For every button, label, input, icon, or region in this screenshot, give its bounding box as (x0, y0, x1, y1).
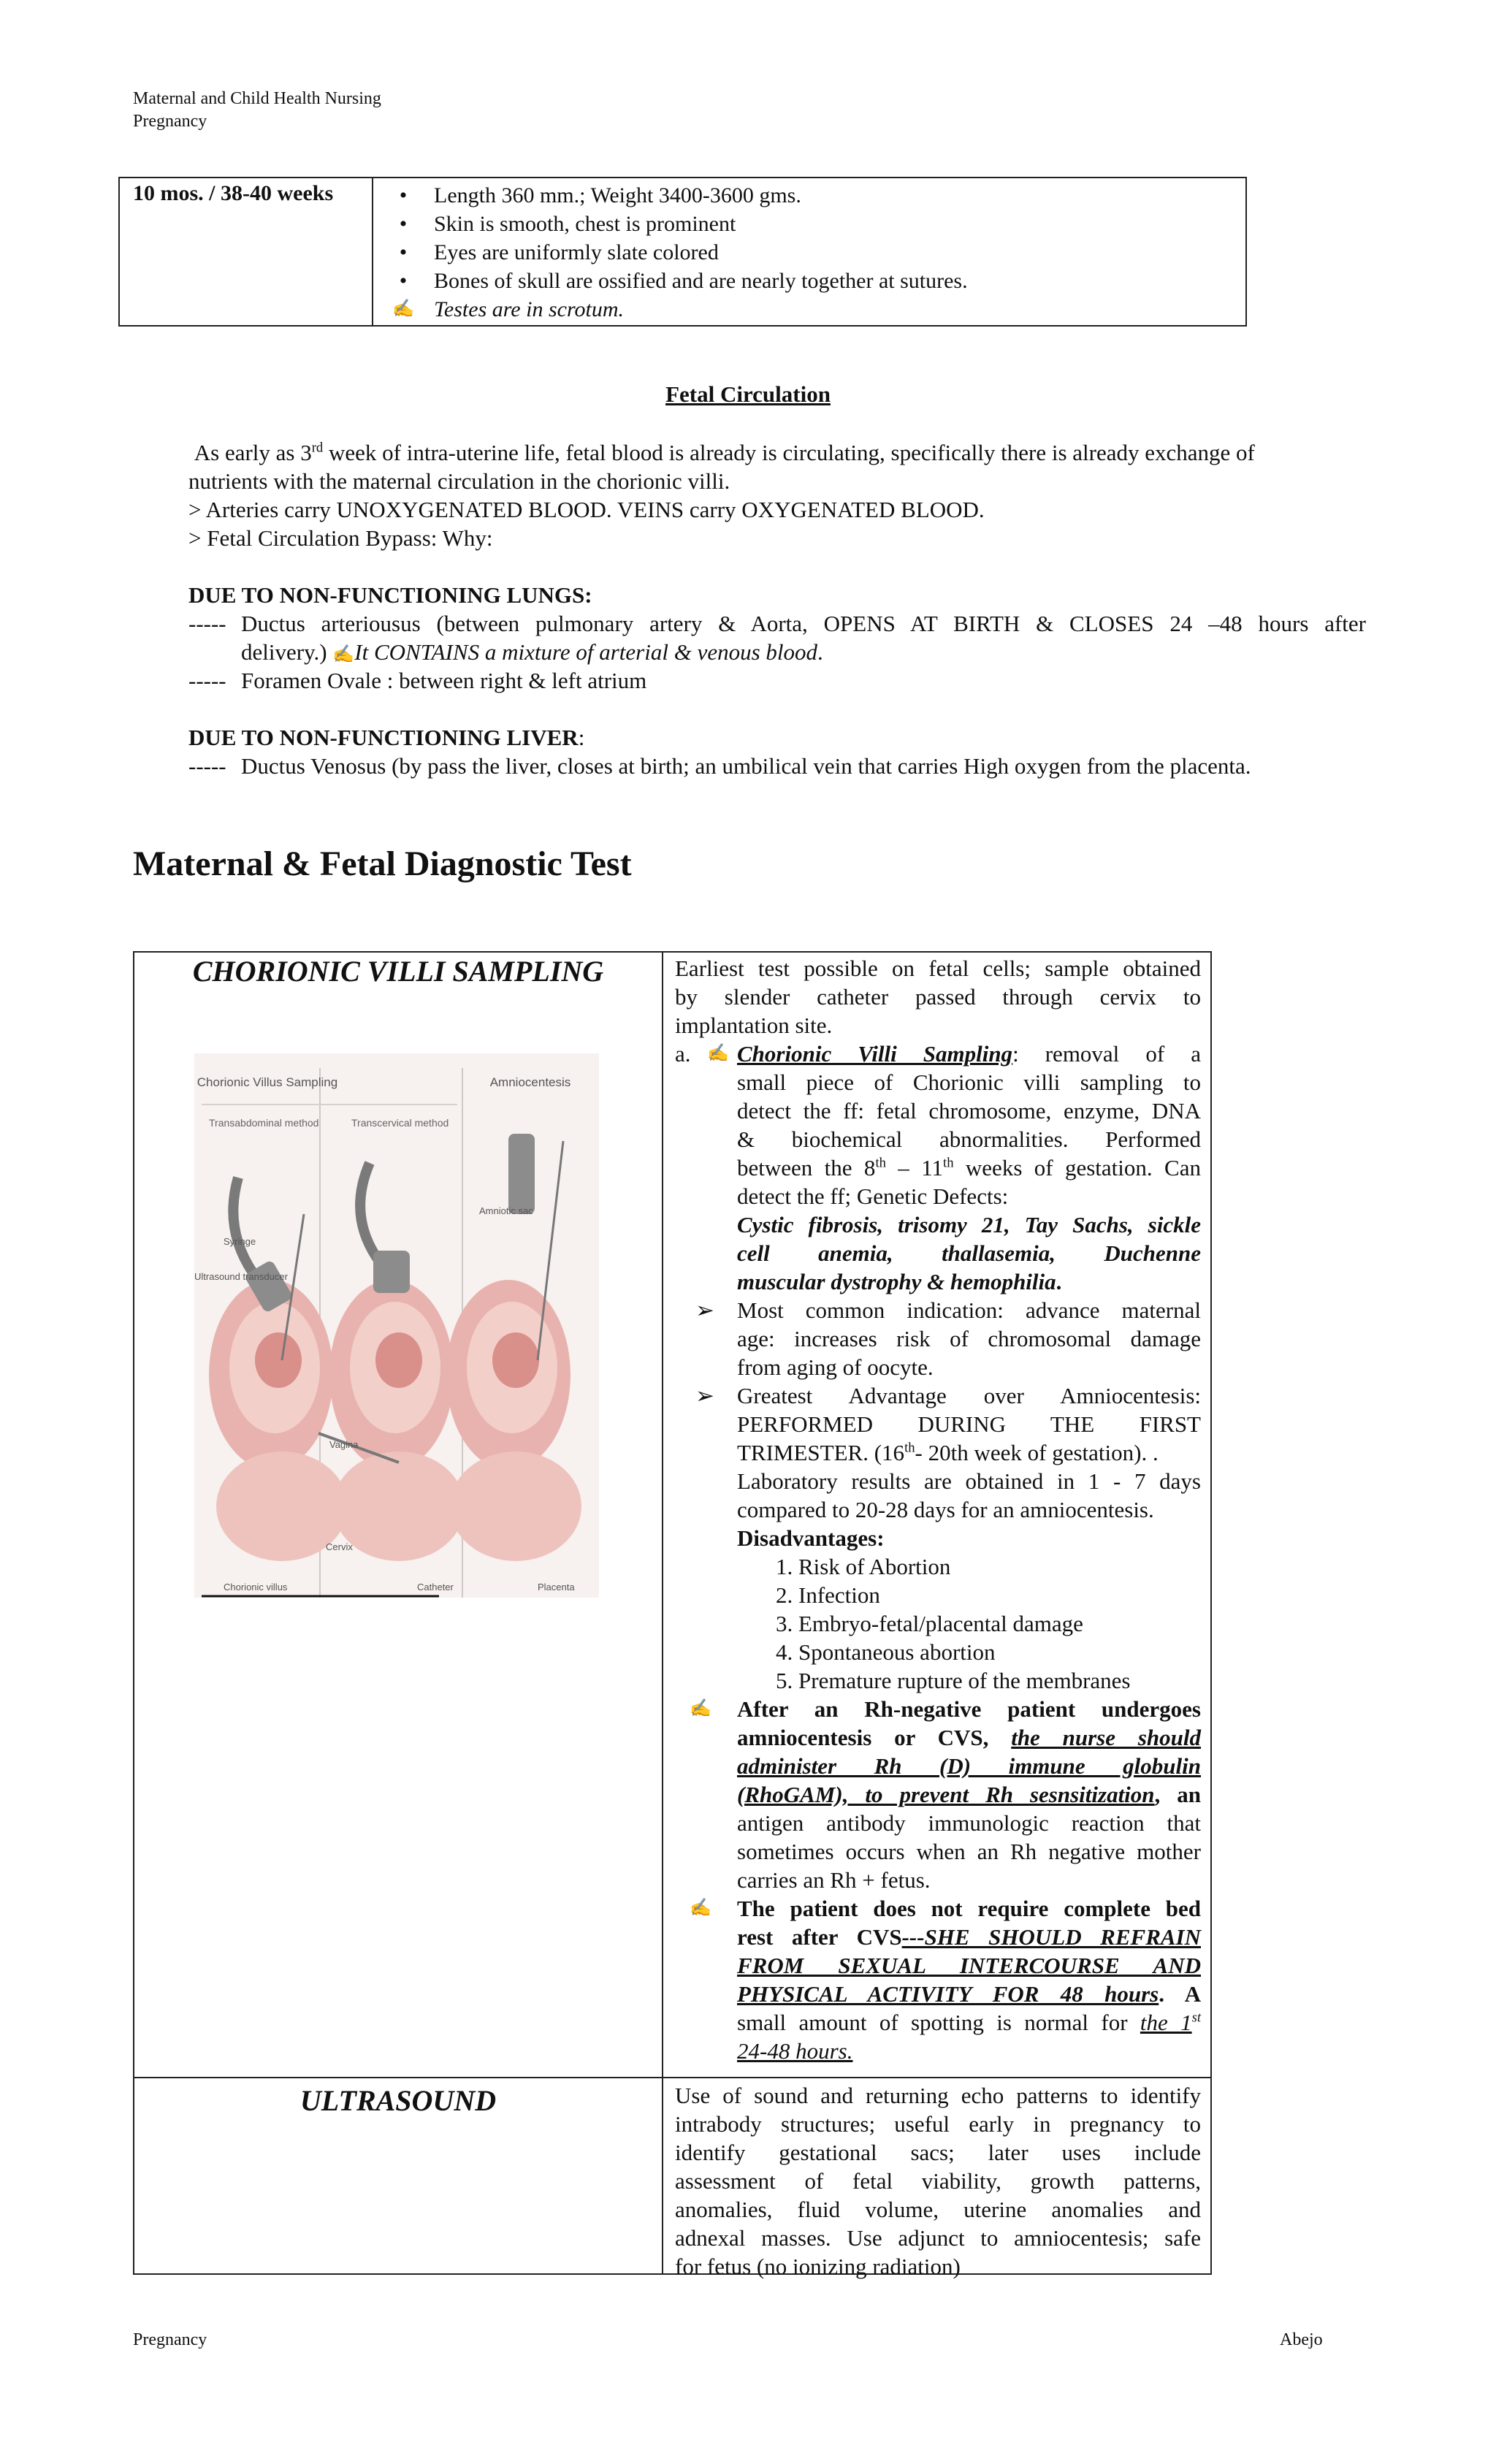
circulation-point: > Fetal Circulation Bypass: Why: (188, 525, 493, 551)
ductus-arteriousus-item: ----- Ductus arteriousus (between pulmonary artery & Aorta, OPENS AT BIRTH & CLOSES 24 –48 hours after (188, 611, 1366, 636)
growth-period-cell: 10 mos. / 38-40 weeks (120, 178, 373, 325)
writing-hand-icon: ✍ (690, 1899, 711, 1918)
fetal-circulation-title: Fetal Circulation (665, 381, 831, 407)
cvs-title: CHORIONIC VILLI SAMPLING (192, 955, 604, 988)
fetal-circulation-intro: As early as 3rd week of intra-uterine life, fetal blood is already is circulating, specifically there is already exchange of (194, 440, 1255, 465)
post-cvs-note: ✍ The patient does not require complete bed rest after CVS---SHE SHOULD REFRAIN FROM SEXUAL INTERCOURSE AND PHYSICAL ACTIVITY FOR 48 hours. A small amount of spotting is normal for the 1st 24-48 hours. (690, 1896, 1201, 2064)
growth-item: • Eyes are uniformly slate colored (373, 238, 1245, 267)
foramen-ovale-item: ----- Foramen Ovale : between right & left atrium (188, 668, 647, 693)
writing-hand-icon: ✍ (392, 300, 414, 319)
list-item: 4. Spontaneous abortion (776, 1639, 996, 1665)
growth-item: • Length 360 mm.; Weight 3400-3600 gms. (373, 181, 1245, 210)
ductus-venosus-item: ----- Ductus Venosus (by pass the liver, closes at birth; an umbilical vein that carries High oxygen from the placenta. (188, 753, 1251, 779)
illus-label-cvs: Chorionic Villus Sampling (196, 1075, 338, 1089)
writing-hand-icon: ✍ (690, 1699, 711, 1718)
bullet-icon: • (399, 212, 408, 236)
arrowhead-bullet-icon: ➢ (695, 1383, 714, 1408)
rhogam-note: ✍ After an Rh-negative patient undergoes amniocentesis or CVS, the nurse should administer Rh (D) immune globulin (RhoGAM), to prevent Rh sesnsitization, an antigen antibody immunologic reaction that sometimes occurs when an Rh negative mother carries an Rh + fetus. (690, 1696, 1201, 1893)
diagnostic-section-title: Maternal & Fetal Diagnostic Test (133, 844, 632, 883)
bullet-icon: • (399, 269, 408, 293)
cvs-indication: ➢ Most common indication: advance maternal age: increases risk of chromosomal damage from aging of oocyte. (695, 1297, 1201, 1380)
bullet-icon: • (399, 240, 408, 264)
row-divider (134, 2077, 1210, 2078)
cvs-advantage: ➢ Greatest Advantage over Amniocentesis: PERFORMED DURING THE FIRST TRIMESTER. (16th- 20th week of gestation). . Laboratory results are obtained in 1 - 7 days compared to 20-28 days for an amniocentesis. Disadvantages: (695, 1383, 1201, 1551)
column-divider (662, 953, 663, 2273)
list-item: 1. Risk of Abortion (776, 1554, 951, 1579)
liver-heading: DUE TO NON-FUNCTIONING LIVER: (188, 725, 585, 750)
list-item: 3. Embryo-fetal/placental damage (776, 1611, 1083, 1636)
bullet-icon: • (399, 183, 408, 207)
fetal-growth-table (118, 177, 1247, 327)
ultrasound-description: Use of sound and returning echo patterns to identify intrabody structures; useful early in pregnancy to identify gestational sacs; later uses include assessment of fetal viability, growth patterns, anomalies, fluid volume, uterine anomalies and adnexal masses. Use adjunct to amniocentesis; safe for fetus (no ionizing radiation) (675, 2083, 1201, 2279)
growth-item: • Bones of skull are ossified and are nearly together at sutures. (373, 267, 1245, 295)
arrowhead-bullet-icon: ➢ (695, 1297, 714, 1323)
fetal-circulation-intro-cont: nutrients with the maternal circulation in the chorionic villi. (188, 468, 730, 494)
cvs-description: Earliest test possible on fetal cells; sample obtained by slender catheter passed through cervix to implantation site. a. ✍ Chorionic Villi Sampling: removal of a small piece of Chorionic villi sampling to detect the ff: fetal chromosome, enzyme, DNA & biochemical abnormalities. Performed between the 8th – 11th weeks of gestation. Can detect the ff; Genetic Defects: Cystic fibrosis, trisomy 21, Tay Sachs, sickle cell anemia, thallasemia, Duchenne muscular dystrophy & hemophilia. ➢ Most common indication: advance maternal age: increases risk of chromosomal damage from aging of oocyte. ➢ Greatest Advantage over Amniocentesis: PERFORMED DURING THE FIRST TRIMESTER. (16th- 20th week of gestation). . Laboratory results are obtained in 1 - 7 days compared to 20-28 days for an amniocentesis. Disadvantages: 1. Risk of Abortion 2. Infection 3. Embryo-fetal/placental damage 4. Spontaneous abortion 5. Premature rupture of the membranes ✍ After an Rh-negative patient undergoes amniocentesis or CVS, the nurse should administer Rh (D) immune globulin (RhoGAM), to prevent Rh sesnsitization, an antigen antibody immunologic reaction that sometimes occurs when an Rh negative mother carries an Rh + fetus. ✍ The patient does not require complete bed rest after CVS---SHE SHOULD REFRAIN FROM SEXUAL INTERCOURSE AND PHYSICAL ACTIVITY FOR 48 hours. A small amount of spotting is normal for the 1st 24-48 hours. (675, 956, 1201, 2064)
growth-note: ✍ Testes are in scrotum. (373, 295, 1245, 324)
header-topic: Pregnancy (133, 112, 207, 131)
illus-label-syringe: Syringe (224, 1236, 256, 1247)
page-header (133, 88, 381, 133)
illus-label-ultrasound: Ultrasound transducer (194, 1271, 288, 1282)
illus-label-transabdominal: Transabdominal method (209, 1117, 319, 1129)
footer-left: Pregnancy (133, 2330, 207, 2349)
ductus-arteriousus-cont: delivery.) ✍It CONTAINS a mixture of arterial & venous blood. (241, 639, 823, 665)
diagnostic-test-table (133, 951, 1212, 2279)
circulation-point: > Arteries carry UNOXYGENATED BLOOD. VEINS carry OXYGENATED BLOOD. (188, 497, 985, 522)
list-item: 2. Infection (776, 1582, 880, 1608)
illus-label-amnio: Amniocentesis (489, 1075, 571, 1089)
growth-details-cell (373, 178, 1245, 328)
cvs-item-a: a. ✍ Chorionic Villi Sampling: removal of a small piece of Chorionic villi sampling to detect the ff: fetal chromosome, enzyme, DNA & biochemical abnormalities. Performed between the 8th – 11th weeks of gestation. Can detect the ff; Genetic Defects: Cystic fibrosis, trisomy 21, Tay Sachs, sickle cell anemia, thallasemia, Duchenne muscular dystrophy & hemophilia. (675, 1041, 1201, 1294)
header-course: Maternal and Child Health Nursing (133, 89, 381, 108)
writing-hand-icon: ✍ (707, 1044, 729, 1063)
writing-hand-icon: ✍ (332, 645, 355, 664)
disadvantages-title: Disadvantages: (737, 1525, 885, 1551)
lungs-heading: DUE TO NON-FUNCTIONING LUNGS: (188, 582, 592, 608)
illus-label-placenta: Placenta (538, 1582, 575, 1593)
illus-label-cervix: Cervix (326, 1541, 353, 1552)
list-item: 5. Premature rupture of the membranes (776, 1668, 1131, 1693)
illus-label-catheter: Catheter (417, 1582, 454, 1593)
ultrasound-title: ULTRASOUND (299, 2084, 497, 2117)
illus-label-transcervical: Transcervical method (351, 1117, 449, 1129)
illus-label-villus: Chorionic villus (224, 1582, 288, 1593)
disadvantages-list (675, 1552, 1201, 1695)
illus-label-amniotic-sac: Amniotic sac (479, 1205, 533, 1216)
genetic-defects: Cystic fibrosis, trisomy 21, Tay Sachs, sickle (737, 1212, 1201, 1237)
growth-item: • Skin is smooth, chest is prominent (373, 210, 1245, 238)
cvs-amniocentesis-illustration (194, 1053, 599, 1598)
footer-right: Abejo (1280, 2330, 1323, 2349)
illus-label-vagina: Vagina (329, 1439, 359, 1450)
